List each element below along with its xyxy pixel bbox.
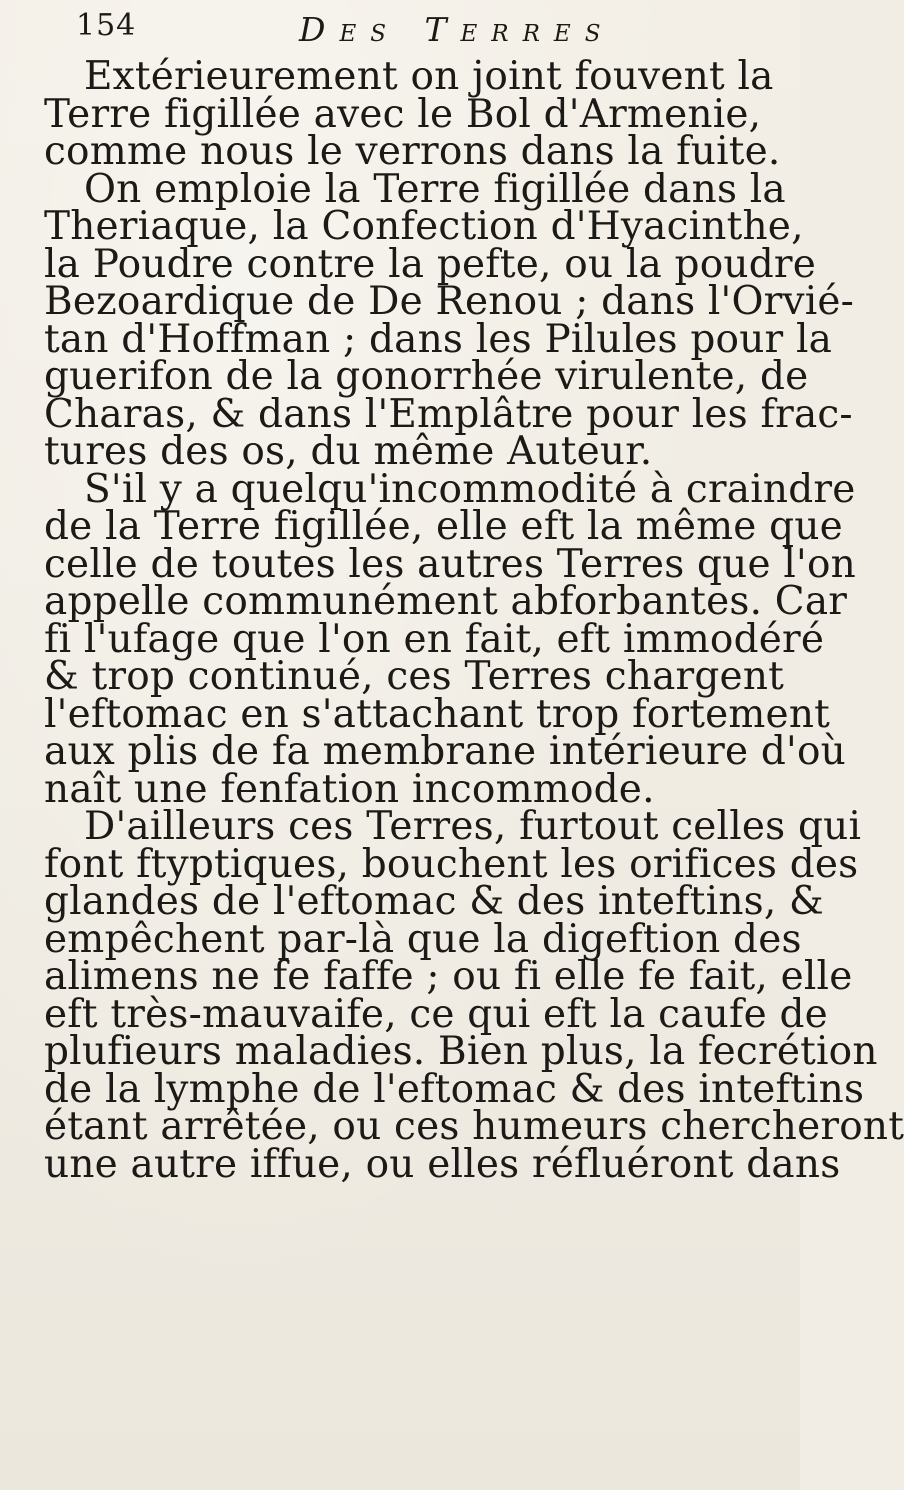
- running-title: Des Terres: [299, 10, 615, 49]
- text-line: alimens ne fe faffe ; ou fi elle fe fait, elle: [44, 954, 853, 999]
- text-line: naît une fenfation incommode.: [44, 766, 655, 812]
- text-line: une autre iffue, ou elles réfluéront dans: [44, 1141, 841, 1187]
- running-head: [44, 4, 770, 58]
- text-line: de la lymphe de l'eftomac & des inteftins: [44, 1066, 865, 1112]
- text-line: étant arrêtée, ou ces humeurs chercheront: [44, 1104, 904, 1149]
- text-line: de la Terre figillée, elle eft la même que: [44, 504, 843, 549]
- paragraph-2: [44, 166, 855, 474]
- text-line: Charas, & dans l'Emplâtre pour les frac-: [44, 391, 853, 437]
- text-line: appelle communément abforbantes. Car: [44, 579, 848, 624]
- text-line: eft très-mauvaife, ce qui eft la caufe de: [44, 991, 828, 1037]
- text-line: l'eftomac en s'attachant trop fortement: [44, 691, 831, 737]
- text-line: Terre figillée avec le Bol d'Armenie,: [44, 91, 762, 137]
- page-number: 154: [76, 8, 137, 43]
- text-line: tures des os, du même Auteur.: [44, 429, 653, 474]
- body-text: [44, 54, 904, 1187]
- text-line: Theriaque, la Confection d'Hyacinthe,: [44, 204, 804, 249]
- text-line: celle de toutes les autres Terres que l'on: [44, 541, 856, 587]
- text-line: la Poudre contre la pefte, ou la poudre: [44, 241, 817, 287]
- text-line: plufieurs maladies. Bien plus, la fecrétion: [44, 1029, 878, 1074]
- text-line: empêchent par-là que la digeftion des: [44, 916, 802, 962]
- text-line: D'ailleurs ces Terres, furtout celles qui: [84, 804, 862, 849]
- text-line: guerifon de la gonorrhée virulente, de: [44, 354, 809, 399]
- text-line: On emploie la Terre figillée dans la: [84, 166, 786, 212]
- text-line: Bezoardique de De Renou ; dans l'Orvié-: [44, 279, 855, 324]
- text-line: comme nous le verrons dans la fuite.: [44, 129, 781, 174]
- paragraph-1: [44, 54, 781, 174]
- text-line: aux plis de fa membrane intérieure d'où: [44, 729, 846, 774]
- text-line: Extérieurement on joint fouvent la: [84, 54, 774, 99]
- text-line: glandes de l'eftomac & des inteftins, &: [44, 879, 824, 924]
- text-line: S'il y a quelqu'incommodité à craindre: [84, 466, 856, 512]
- text-line: font ftyptiques, bouchent les orifices des: [44, 841, 859, 887]
- paragraph-4: [44, 804, 904, 1187]
- text-line: tan d'Hoffman ; dans les Pilules pour la: [44, 316, 833, 362]
- text-line: fi l'ufage que l'on en fait, eft immodéré: [44, 616, 825, 662]
- text-line: & trop continué, ces Terres chargent: [44, 654, 785, 699]
- paragraph-3: [44, 466, 856, 812]
